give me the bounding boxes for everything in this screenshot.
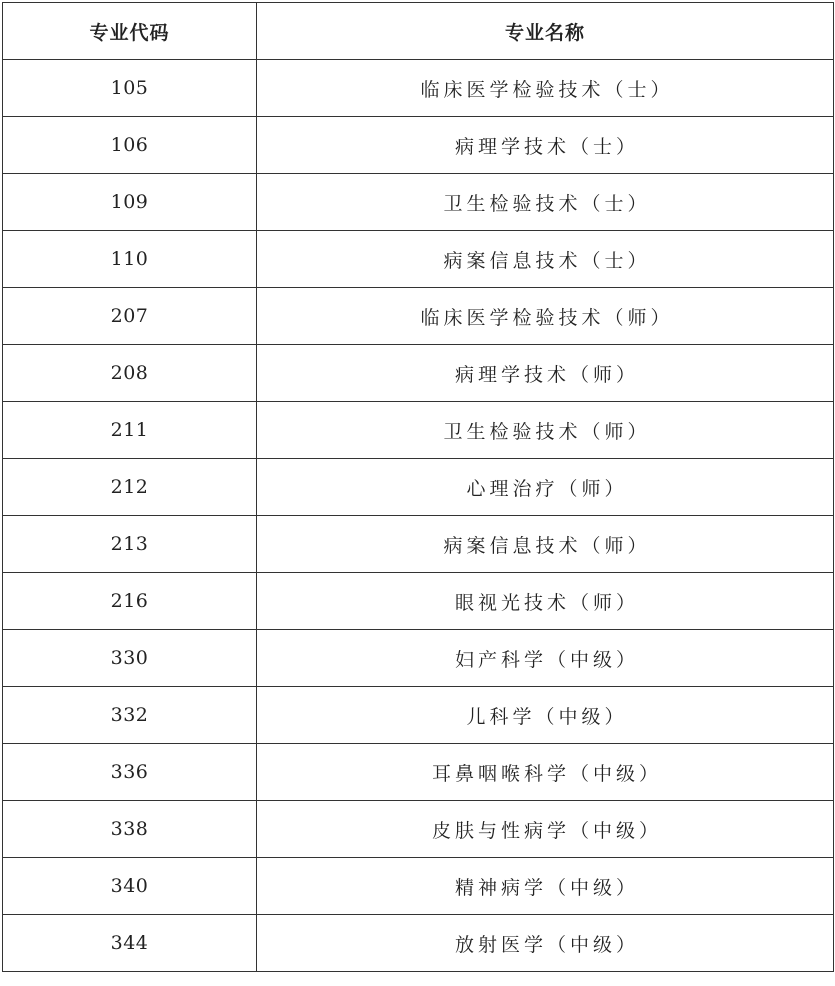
specialty-name: 妇产科学（中级） <box>257 630 834 687</box>
specialty-name: 临床医学检验技术（师） <box>257 288 834 345</box>
specialty-code: 340 <box>3 858 257 915</box>
table-row <box>3 801 834 858</box>
table-header <box>3 3 834 60</box>
table-body <box>3 60 834 972</box>
specialty-name: 病案信息技术（士） <box>257 231 834 288</box>
table-row <box>3 117 834 174</box>
table-row <box>3 288 834 345</box>
table-row <box>3 459 834 516</box>
specialty-code: 336 <box>3 744 257 801</box>
specialty-code: 212 <box>3 459 257 516</box>
specialty-code: 338 <box>3 801 257 858</box>
table-row <box>3 345 834 402</box>
table-row <box>3 402 834 459</box>
specialty-code: 344 <box>3 915 257 972</box>
header-name: 专业名称 <box>257 3 834 60</box>
table-row <box>3 60 834 117</box>
specialty-code: 207 <box>3 288 257 345</box>
table-row <box>3 516 834 573</box>
specialty-code: 105 <box>3 60 257 117</box>
specialty-code: 208 <box>3 345 257 402</box>
specialty-name: 临床医学检验技术（士） <box>257 60 834 117</box>
table-row <box>3 231 834 288</box>
specialty-code: 213 <box>3 516 257 573</box>
specialty-name: 病案信息技术（师） <box>257 516 834 573</box>
specialty-name: 眼视光技术（师） <box>257 573 834 630</box>
specialty-name: 放射医学（中级） <box>257 915 834 972</box>
specialty-name: 心理治疗（师） <box>257 459 834 516</box>
table-row <box>3 573 834 630</box>
header-row <box>3 3 834 60</box>
specialty-name: 精神病学（中级） <box>257 858 834 915</box>
specialty-code: 110 <box>3 231 257 288</box>
table-row <box>3 744 834 801</box>
specialty-name: 病理学技术（师） <box>257 345 834 402</box>
table-row <box>3 858 834 915</box>
specialty-code: 106 <box>3 117 257 174</box>
specialty-code: 332 <box>3 687 257 744</box>
specialty-code: 330 <box>3 630 257 687</box>
specialty-name: 皮肤与性病学（中级） <box>257 801 834 858</box>
specialty-code: 211 <box>3 402 257 459</box>
specialty-code: 109 <box>3 174 257 231</box>
table-row <box>3 174 834 231</box>
specialty-name: 病理学技术（士） <box>257 117 834 174</box>
specialty-name: 卫生检验技术（师） <box>257 402 834 459</box>
table-row <box>3 915 834 972</box>
specialty-name: 耳鼻咽喉科学（中级） <box>257 744 834 801</box>
table-row <box>3 687 834 744</box>
header-code: 专业代码 <box>3 3 257 60</box>
specialty-name: 儿科学（中级） <box>257 687 834 744</box>
specialty-table <box>2 2 834 972</box>
table-row <box>3 630 834 687</box>
specialty-name: 卫生检验技术（士） <box>257 174 834 231</box>
specialty-code: 216 <box>3 573 257 630</box>
